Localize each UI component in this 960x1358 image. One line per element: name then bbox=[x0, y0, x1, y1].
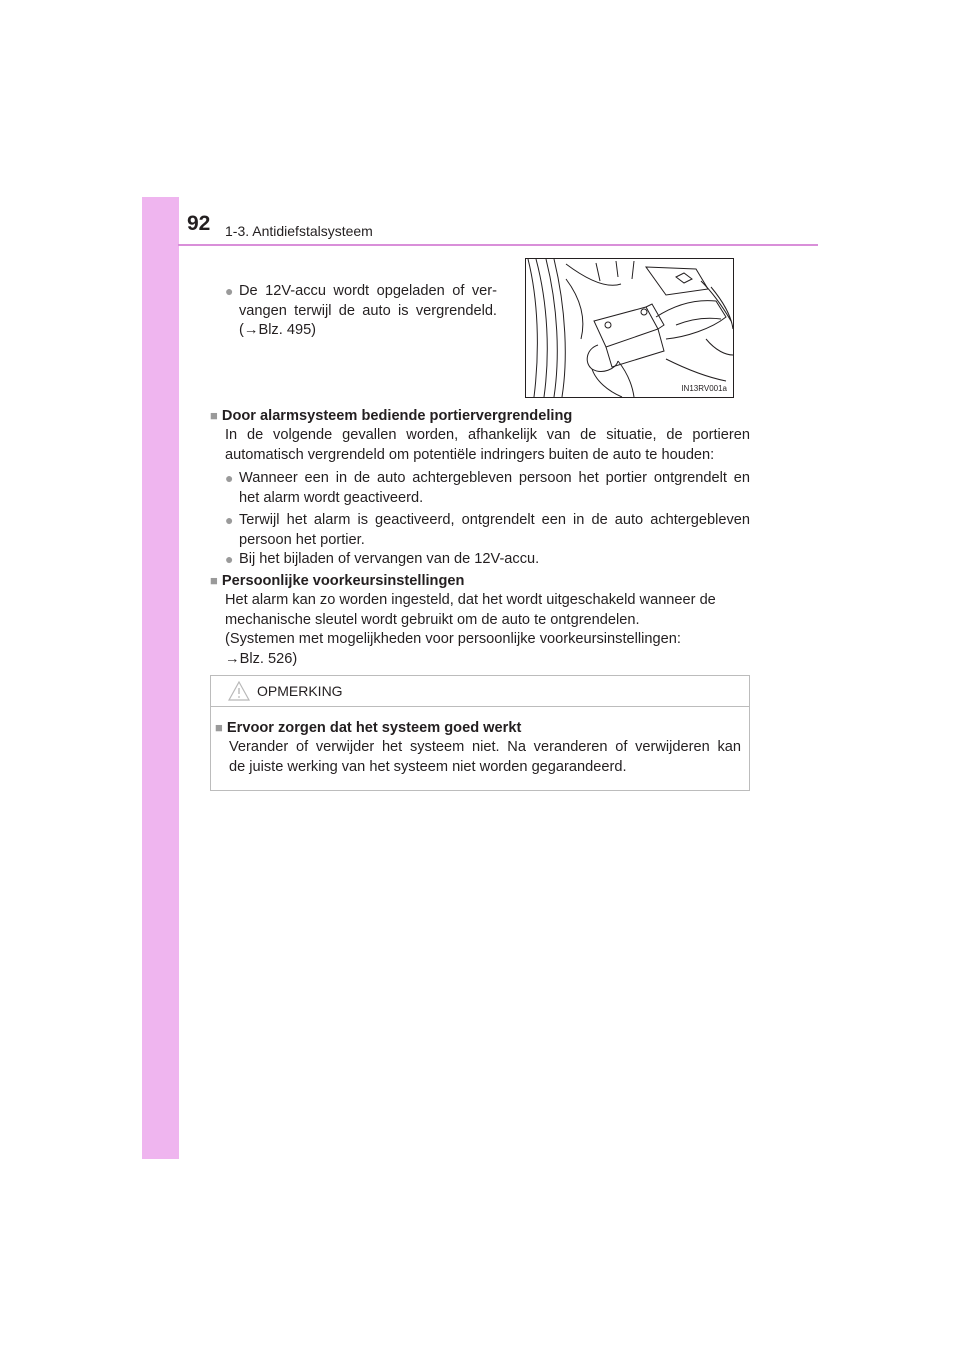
notice-paragraph bbox=[229, 738, 741, 777]
section-1-line-2: automatisch vergrendeld om potentiële indringers buiten de auto te houden: bbox=[225, 446, 715, 463]
figure-code: IN13RV001a bbox=[681, 384, 727, 393]
header-rule bbox=[178, 244, 818, 246]
notice-box bbox=[210, 675, 750, 791]
intro-line-1: De 12V-accu wordt opgeladen of ver- bbox=[239, 283, 497, 299]
section-2-line-1: Het alarm kan zo worden ingesteld, dat het wordt uitgeschakeld wanneer de bbox=[225, 592, 716, 608]
bullet-dot: ● bbox=[225, 283, 234, 299]
page-number: 92 bbox=[187, 212, 211, 235]
notice-line-1: Verander of verwijder het systeem niet. Na veranderen of verwijderen kan bbox=[229, 739, 741, 755]
battery-illustration bbox=[525, 258, 734, 398]
notice-heading bbox=[215, 718, 521, 739]
section-2-line-2: mechanische sleutel wordt gebruikt om de auto te ontgrendelen. bbox=[225, 611, 640, 628]
bullet-3-line-1: Bij het bijladen of vervangen van de 12V-accu. bbox=[239, 551, 540, 567]
section-heading-2 bbox=[210, 571, 464, 592]
section-1-line-1: In de volgende gevallen worden, afhankelijk van de situatie, de portieren bbox=[225, 427, 750, 443]
square-marker: ■ bbox=[210, 573, 218, 588]
section-heading-2-text: Persoonlijke voorkeursinstellingen bbox=[221, 573, 465, 589]
section-2-paragraph bbox=[225, 591, 750, 669]
section-heading-1 bbox=[210, 406, 572, 427]
bullet-1-line-1: Wanneer een in de auto achtergebleven persoon het portier ontgrendelt en bbox=[239, 470, 750, 486]
section-heading-1-text: Door alarmsysteem bediende portiervergrendeling bbox=[221, 408, 573, 424]
bullet-dot: ● bbox=[225, 470, 234, 486]
intro-line-3: (→Blz. 495) bbox=[239, 322, 317, 338]
notice-label: OPMERKING bbox=[257, 683, 343, 699]
square-marker: ■ bbox=[210, 408, 218, 423]
bullet-1-line-2: het alarm wordt geactiveerd. bbox=[239, 489, 424, 506]
intro-line-2: vangen terwijl de auto is vergrendeld. bbox=[239, 302, 497, 319]
section-2-line-3: (Systemen met mogelijkheden voor persoonlijke voorkeursinstellingen: bbox=[225, 631, 681, 647]
section-1-paragraph bbox=[225, 426, 750, 465]
bullet-2-line-1: Terwijl het alarm is geactiveerd, ontgrendelt een in de auto achtergebleven bbox=[239, 512, 750, 528]
square-marker: ■ bbox=[215, 720, 223, 735]
chapter-side-band bbox=[142, 197, 179, 1159]
notice-header bbox=[211, 676, 749, 707]
section-title: 1-3. Antidiefstalsysteem bbox=[225, 223, 373, 239]
section-2-line-4: →Blz. 526) bbox=[225, 650, 298, 667]
bullet-dot: ● bbox=[225, 551, 234, 567]
intro-bullet bbox=[225, 282, 497, 342]
intro-bullet-text bbox=[239, 282, 497, 341]
warning-triangle-icon bbox=[228, 681, 250, 701]
notice-line-2: de juiste werking van het systeem niet worden gegarandeerd. bbox=[229, 758, 627, 775]
notice-heading-text: Ervoor zorgen dat het systeem goed werkt bbox=[226, 720, 522, 736]
bullet-2-line-2: persoon het portier. bbox=[239, 531, 365, 548]
battery-drawing bbox=[526, 259, 733, 397]
bullet-dot: ● bbox=[225, 512, 234, 528]
